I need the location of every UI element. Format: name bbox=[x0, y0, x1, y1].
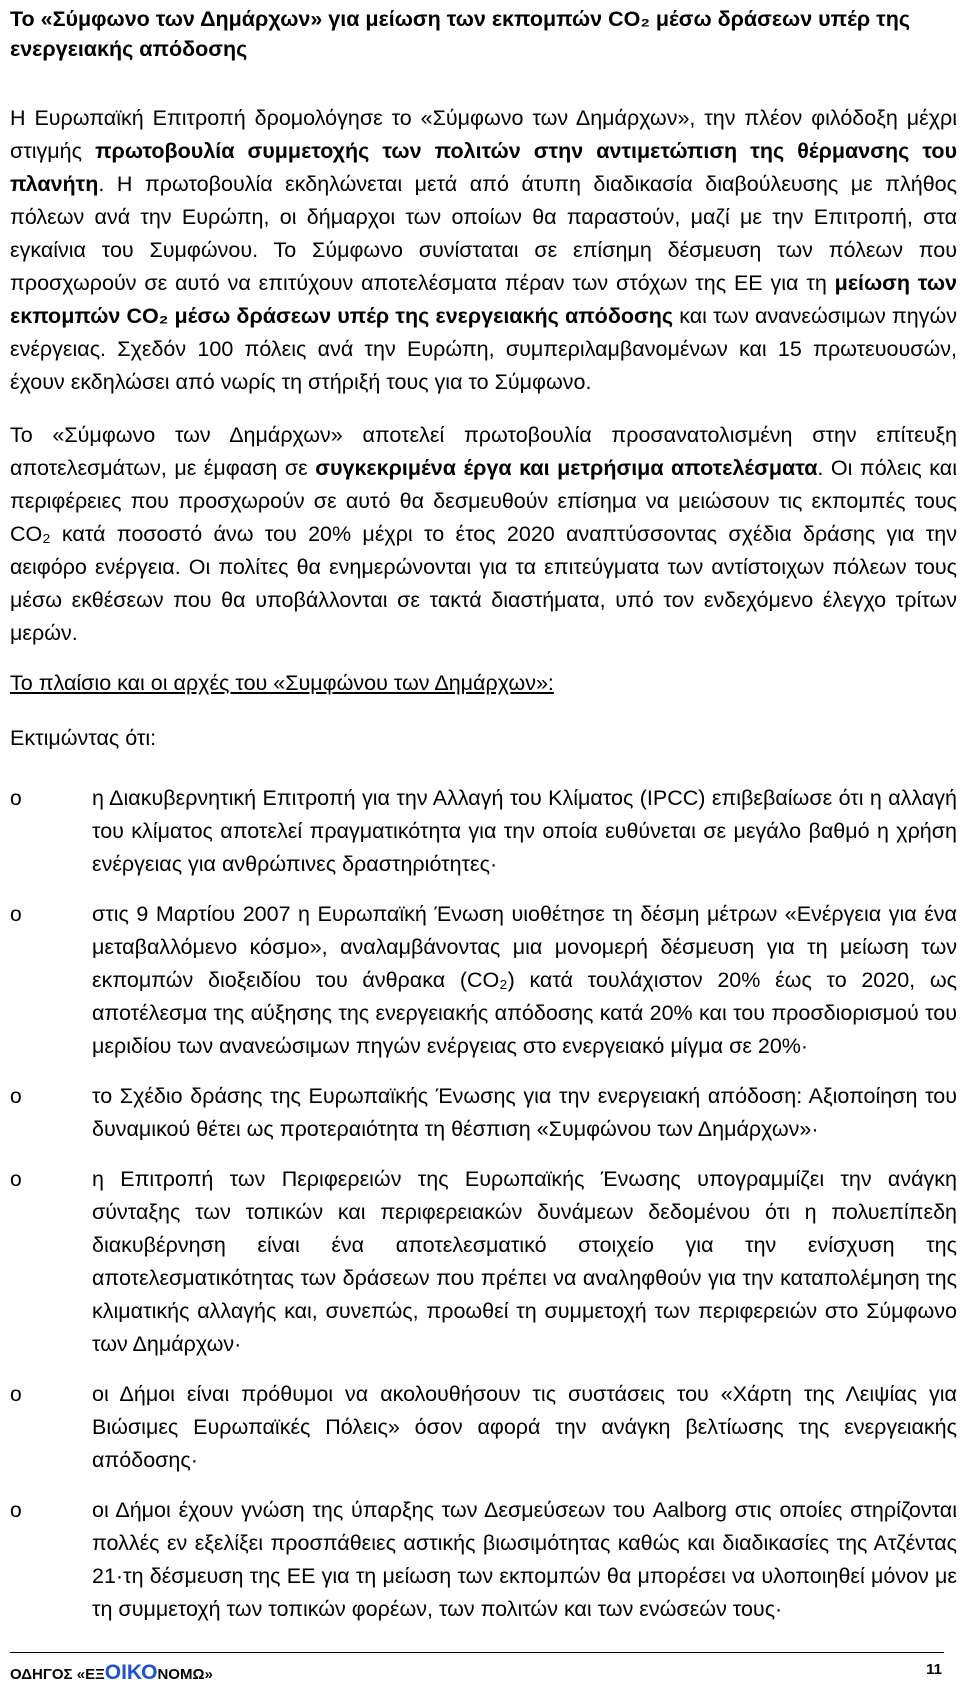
intro-bold-2: μείωση των εκπομπών CO₂ μέσω δράσεων υπέρ της ενεργειακής απόδοσης bbox=[10, 271, 957, 328]
list-item-text: το Σχέδιο δράσης της Ευρωπαϊκής Ένωσης για την ενεργειακή απόδοση: Αξιοποίηση του δυναμικού θέτει ως προτεραιότητα τη θέσπιση «Συμφώνου των Δημάρχων»· bbox=[92, 1084, 957, 1141]
page-number: 11 bbox=[926, 1661, 942, 1678]
footer-brand-highlight: ΟΙΚΟ bbox=[104, 1661, 158, 1684]
list-item-text: στις 9 Μαρτίου 2007 η Ευρωπαϊκή Ένωση υιοθέτησε τη δέσμη μέτρων «Ενέργεια για ένα μεταβαλλόμενο κόσμο», αναλαμβάνοντας μια μονομερή δέσμευση για τη μείωση των εκπομπών διοξειδίου του άνθρακα (CO₂) κατά τουλάχιστον 20% έως το 2020, ως αποτέλεσμα της αύξησης της ενεργειακής απόδοσης κατά 20% και του προσδιορισμού του μεριδίου των ανανεώσιμων πηγών ενέργειας στο ενεργειακό μίγμα σε 20%· bbox=[92, 902, 957, 1058]
considerations-list bbox=[10, 782, 957, 1626]
document-title: Το «Σύμφωνο των Δημάρχων» για μείωση των εκπομπών CO₂ μέσω δράσεων υπέρ της ενεργειακής απόδοσης bbox=[10, 7, 911, 61]
pact-text-2: . Οι πόλεις και περιφέρειες που προσχωρούν σε αυτό θα δεσμευθούν επίσημα να μειώσουν τις εκπομπές τους CO₂ κατά ποσοστό άνω του 20% μέχρι το έτος 2020 αναπτύσσοντας σχέδια δράσης για την αειφόρο ενέργεια. Οι πολίτες θα ενημερώνονται για τα επιτεύγματα των αντίστοιχων πόλεων τους μέσω εκθέσεων που θα υποβάλλονται σε τακτά διαστήματα, υπό τον ενδεχόμενο έλεγχο τρίτων μερών. bbox=[10, 456, 957, 645]
pact-bold-1: συγκεκριμένα έργα και μετρήσιμα αποτελέσματα bbox=[315, 456, 818, 480]
list-item bbox=[10, 1494, 957, 1626]
list-item-text: οι Δήμοι είναι πρόθυμοι να ακολουθήσουν τις συστάσεις του «Χάρτη της Λειψίας για Βιώσιμες Ευρωπαϊκές Πόλεις» όσον αφορά την ανάγκη βελτίωσης της ενεργειακής απόδοσης· bbox=[92, 1382, 957, 1472]
list-item bbox=[10, 782, 957, 881]
pact-text-1: Το «Σύμφωνο των Δημάρχων» αποτελεί πρωτοβουλία προσανατολισμένη στην επίτευξη αποτελεσμάτων, με έμφαση σε bbox=[10, 423, 957, 480]
intro-text-3: και των ανανεώσιμων πηγών ενέργειας. Σχεδόν 100 πόλεις ανά την Ευρώπη, συμπεριλαμβανομένων και 15 πρωτευουσών, έχουν εκδηλώσει από νωρίς τη στήριξή τους για το Σύμφωνο. bbox=[10, 304, 957, 394]
page-footer bbox=[10, 1652, 944, 1685]
list-item-text: οι Δήμοι έχουν γνώση της ύπαρξης των Δεσμεύσεων του Aalborg στις οποίες στηρίζονται πολλές εν εξελίξει προσπάθειες αστικής βιωσιμότητας καθώς και διαδικασίες της Ατζέντας 21·τη δέσμευση της ΕΕ για τη μείωση των εκπομπών θα μπορέσει να υλοποιηθεί μόνον με τη συμμετοχή των τοπικών φορέων, των πολιτών και των ενώσεών τους· bbox=[92, 1498, 957, 1621]
list-item-text: η Διακυβερνητική Επιτροπή για την Αλλαγή του Κλίματος (IPCC) επιβεβαίωσε ότι η αλλαγή του κλίματος αποτελεί πραγματικότητα για την οποία ευθύνεται σε μεγάλο βαθμό η χρήση ενέργειας για ανθρώπινες δραστηριότητες· bbox=[92, 786, 957, 876]
bullet-marker: o bbox=[10, 787, 22, 810]
pact-paragraph bbox=[10, 419, 957, 650]
footer-brand bbox=[10, 1661, 213, 1684]
intro-text-1: Η Ευρωπαϊκή Επιτροπή δρομολόγησε το «Σύμφωνο των Δημάρχων», την πλέον φιλόδοξη μέχρι στιγμής bbox=[10, 106, 957, 163]
considering-label: Εκτιμώντας ότι: bbox=[10, 726, 157, 750]
list-item-text: η Επιτροπή των Περιφερειών της Ευρωπαϊκής Ένωσης υπογραμμίζει την ανάγκη σύνταξης των τοπικών και περιφερειακών δυνάμεων δεδομένου ότι η πολυεπίπεδη διακυβέρνηση είναι ένα αποτελεσματικό στοιχείο για την ενίσχυση της αποτελεσματικότητας των δράσεων που πρέπει να αναληφθούν για την καταπολέμηση της κλιματικής αλλαγής και, συνεπώς, προωθεί τη συμμετοχή των περιφερειών στο Σύμφωνο των Δημάρχων· bbox=[92, 1167, 957, 1356]
framework-heading: Το πλαίσιο και οι αρχές του «Συμφώνου των Δημάρχων»: bbox=[10, 671, 554, 695]
list-item bbox=[10, 1163, 957, 1361]
bullet-marker: o bbox=[10, 1168, 22, 1191]
intro-text-2: . Η πρωτοβουλία εκδηλώνεται μετά από άτυπη διαδικασία διαβούλευσης με πλήθος πόλεων ανά την Ευρώπη, οι δήμαρχοι των οποίων θα παραστούν, μαζί με την Επιτροπή, στα εγκαίνια του Συμφώνου. Το Σύμφωνο συνίσταται σε επίσημη δέσμευση των πόλεων που προσχωρούν σε αυτό να επιτύχουν αποτελέσματα πέραν των στόχων της ΕΕ για τη bbox=[10, 172, 957, 295]
intro-paragraph bbox=[10, 102, 957, 399]
bullet-marker: o bbox=[10, 1085, 22, 1108]
list-item bbox=[10, 898, 957, 1063]
intro-bold-1: πρωτοβουλία συμμετοχής των πολιτών στην αντιμετώπιση της θέρμανσης του πλανήτη bbox=[10, 139, 957, 196]
bullet-marker: o bbox=[10, 1499, 22, 1522]
list-item bbox=[10, 1378, 957, 1477]
document-page bbox=[10, 0, 957, 1643]
bullet-marker: o bbox=[10, 903, 22, 926]
footer-brand-prefix: ΟΔΗΓΟΣ «ΕΞ bbox=[10, 1666, 105, 1683]
bullet-marker: o bbox=[10, 1383, 22, 1406]
footer-brand-suffix: ΝΟΜΩ» bbox=[157, 1666, 213, 1683]
list-item bbox=[10, 1080, 957, 1146]
